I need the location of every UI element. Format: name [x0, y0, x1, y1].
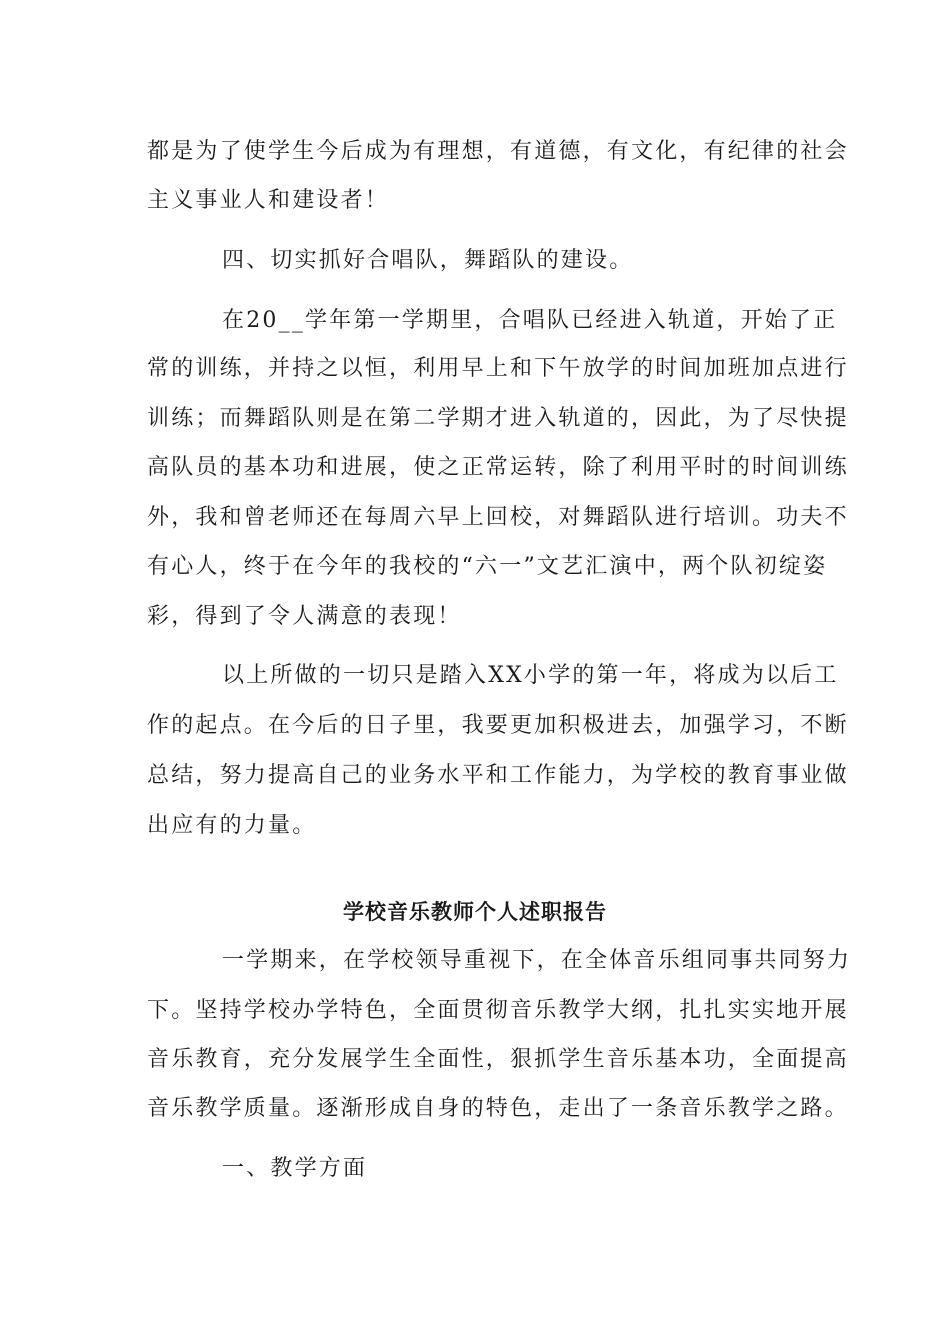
paragraph-line: 有心人，终于在今年的我校的“六一”文艺汇演中，两个队初绽姿	[147, 554, 828, 579]
section-heading: 四、切实抓好合唱队，舞蹈队的建设。	[222, 248, 634, 273]
paragraph-line: 下。坚持学校办学特色，全面贯彻音乐教学大纲，扎扎实实地开展	[147, 998, 849, 1023]
paragraph-line: 外，我和曾老师还在每周六早上回校，对舞蹈队进行培训。功夫不	[147, 505, 849, 530]
paragraph-line: 音乐教学质量。逐渐形成自身的特色，走出了一条音乐教学之路。	[147, 1096, 849, 1121]
paragraph-line: 一学期来，在学校领导重视下，在全体音乐组同事共同努力	[222, 948, 852, 973]
paragraph-line: 以上所做的一切只是踏入XX小学的第一年，将成为以后工	[222, 663, 839, 688]
section-heading: 一、教学方面	[222, 1156, 368, 1181]
paragraph-line: 主义事业人和建设者！	[147, 188, 390, 213]
paragraph-line: 常的训练，并持之以恒，利用早上和下午放学的时间加班加点进行	[147, 356, 849, 381]
paragraph-line: 出应有的力量。	[147, 813, 317, 838]
paragraph-line: 彩，得到了令人满意的表现！	[147, 604, 462, 629]
paragraph-line: 在20__学年第一学期里，合唱队已经进入轨道，开始了正	[222, 308, 838, 333]
paragraph-line: 总结，努力提高自己的业务水平和工作能力，为学校的教育事业做	[147, 763, 849, 788]
paragraph-line: 训练；而舞蹈队则是在第二学期才进入轨道的，因此，为了尽快提	[147, 406, 849, 431]
paragraph-line: 高队员的基本功和进展，使之正常运转，除了利用平时的时间训练	[147, 455, 849, 480]
paragraph-line: 音乐教育，充分发展学生全面性，狠抓学生音乐基本功，全面提高	[147, 1047, 849, 1072]
paragraph-line: 作的起点。在今后的日子里，我要更加积极进去，加强学习，不断	[147, 713, 849, 738]
paragraph-line: 都是为了使学生今后成为有理想，有道德，有文化，有纪律的社会	[147, 139, 849, 164]
report-title: 学校音乐教师个人述职报告	[343, 899, 607, 924]
